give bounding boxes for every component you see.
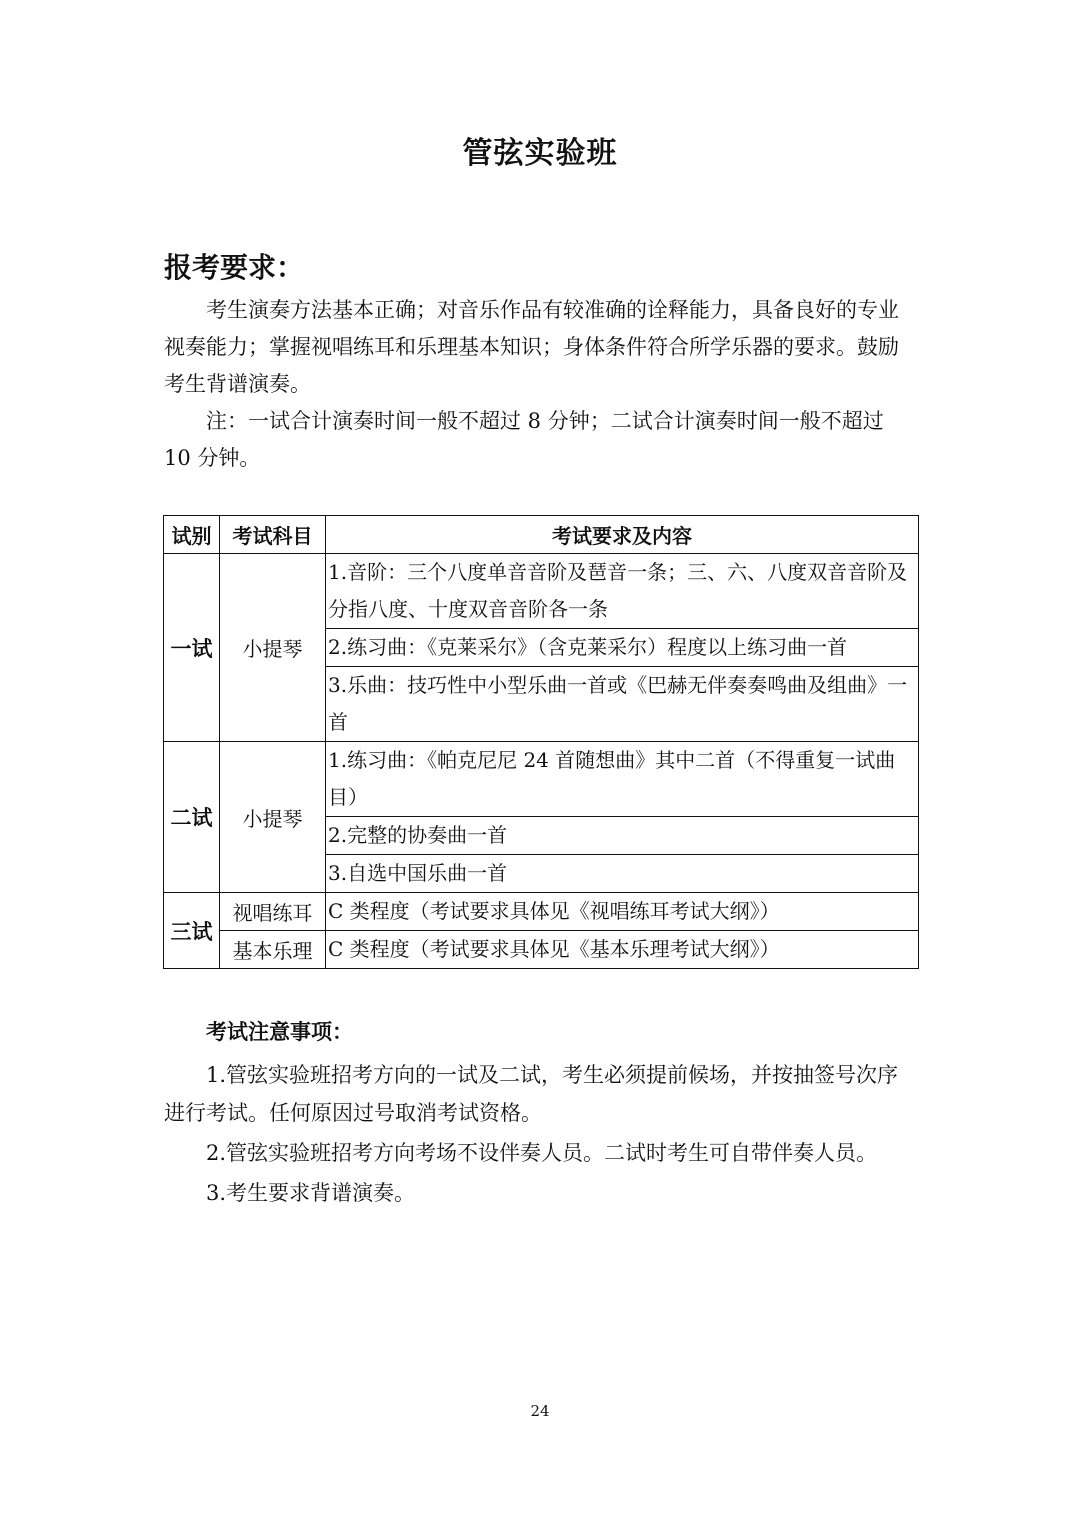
table-row — [164, 742, 919, 817]
page-number: 24 — [530, 1402, 550, 1420]
notice-item-1: 1.管弦实验班招考方向的一试及二试，考生必须提前候场，并按抽签号次序进行考试。任何原因过号取消考试资格。 — [164, 1063, 899, 1125]
round-3-content-1: C 类程度（考试要求具体见《视唱练耳考试大纲》） — [326, 893, 919, 931]
notice-list — [164, 1056, 916, 1214]
round-2-item-1: 1.练习曲：《帕克尼尼 24 首随想曲》其中二首（不得重复一试曲目） — [326, 742, 919, 817]
round-3-subject-1: 视唱练耳 — [220, 893, 326, 931]
header-content: 考试要求及内容 — [326, 516, 919, 554]
round-1-subject: 小提琴 — [220, 554, 326, 742]
round-2-item-3: 3.自选中国乐曲一首 — [326, 855, 919, 893]
round-3-content-2: C 类程度（考试要求具体见《基本乐理考试大纲》） — [326, 931, 919, 969]
notice-item-3: 3.考生要求背谱演奏。 — [206, 1181, 416, 1205]
table-row — [164, 931, 919, 969]
round-2-label: 二试 — [164, 742, 220, 893]
notice-heading: 考试注意事项： — [206, 1019, 353, 1044]
round-3-label: 三试 — [164, 893, 220, 969]
round-3-subject-2: 基本乐理 — [220, 931, 326, 969]
round-1-item-2: 2.练习曲：《克莱采尔》（含克莱采尔）程度以上练习曲一首 — [326, 629, 919, 667]
round-1-label: 一试 — [164, 554, 220, 742]
note-paragraph — [164, 403, 916, 477]
round-2-subject: 小提琴 — [220, 742, 326, 893]
requirements-paragraph — [164, 292, 916, 403]
table-row — [164, 554, 919, 629]
round-2-item-2: 2.完整的协奏曲一首 — [326, 817, 919, 855]
exam-table — [163, 515, 919, 969]
notice-item-2: 2.管弦实验班招考方向考场不设伴奏人员。二试时考生可自带伴奏人员。 — [206, 1141, 878, 1165]
requirements-text: 考生演奏方法基本正确；对音乐作品有较准确的诠释能力，具备良好的专业视奏能力；掌握视唱练耳和乐理基本知识；身体条件符合所学乐器的要求。鼓励考生背谱演奏。 — [164, 298, 899, 396]
header-round: 试别 — [164, 516, 220, 554]
header-subject: 考试科目 — [220, 516, 326, 554]
table-header-row — [164, 516, 919, 554]
round-1-item-3: 3.乐曲：技巧性中小型乐曲一首或《巴赫无伴奏奏鸣曲及组曲》一首 — [326, 667, 919, 742]
note-text: 注：一试合计演奏时间一般不超过 8 分钟；二试合计演奏时间一般不超过 10 分钟。 — [164, 409, 884, 470]
round-1-item-1: 1.音阶：三个八度单音音阶及琶音一条；三、六、八度双音音阶及分指八度、十度双音音阶各一条 — [326, 554, 919, 629]
requirements-heading: 报考要求： — [164, 251, 305, 284]
page-title: 管弦实验班 — [462, 136, 618, 171]
table-row — [164, 893, 919, 931]
